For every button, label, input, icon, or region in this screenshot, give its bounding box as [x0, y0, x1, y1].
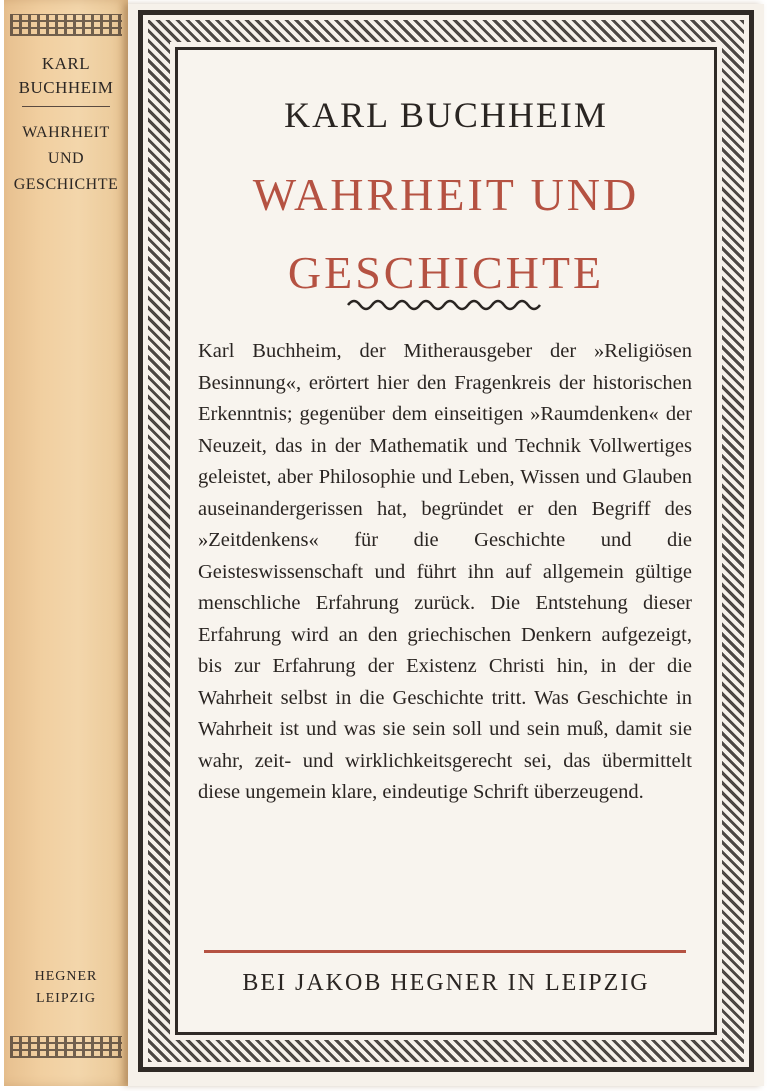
spine-divider: [22, 106, 110, 107]
front-cover: [128, 4, 764, 1086]
cover-panel: [175, 47, 717, 1035]
spine-author: KARL BUCHHEIM: [18, 54, 114, 97]
red-rule: [204, 950, 686, 953]
book-spine: [4, 0, 128, 1086]
cover-publisher: BEI JAKOB HEGNER IN LEIPZIG: [242, 970, 650, 996]
spine-publisher: HEGNER LEIPZIG: [34, 969, 98, 1006]
greek-key-frame: [138, 10, 754, 1072]
cover-title: WAHRHEIT UND GESCHICHTE: [252, 169, 640, 298]
wave-ornament: [178, 298, 714, 317]
spine-border-top: [10, 14, 122, 36]
spine-title: WAHRHEIT UND GESCHICHTE: [13, 124, 119, 193]
spine-border-bottom: [10, 1036, 122, 1058]
cover-blurb: Karl Buchheim, der Mitherausgeber der »Religiösen Besinnung«, erörtert hier den Fragenkreis der historischen Erkenntnis; gegenüber dem einseitigen »Raumdenken« der Neuzeit, das in der Mathematik und Technik Vollwertiges geleistet, aber Philosophie und Leben, Wissen und Glauben auseinandergerissen hat, begründet er den Begriff des »Zeitdenkens« für die Geschichte und die Geisteswissenschaft und führt ihn auf allgemein gültige menschliche Erfahrung zurück. Die Entstehung dieser Erfahrung wird an den griechischen Denkern aufgezeigt, bis zur Erfahrung der Existenz Christi hin, in der die Wahrheit selbst in die Geschichte tritt. Was Geschichte in Wahrheit ist und was sie sein soll und sein muß, damit sie wahr, zeit- und wirklichkeitsgerecht sei, das übermittelt diese ungemein klare, eindeutige Schrift überzeugend.: [198, 340, 692, 803]
cover-author: KARL BUCHHEIM: [284, 95, 608, 135]
